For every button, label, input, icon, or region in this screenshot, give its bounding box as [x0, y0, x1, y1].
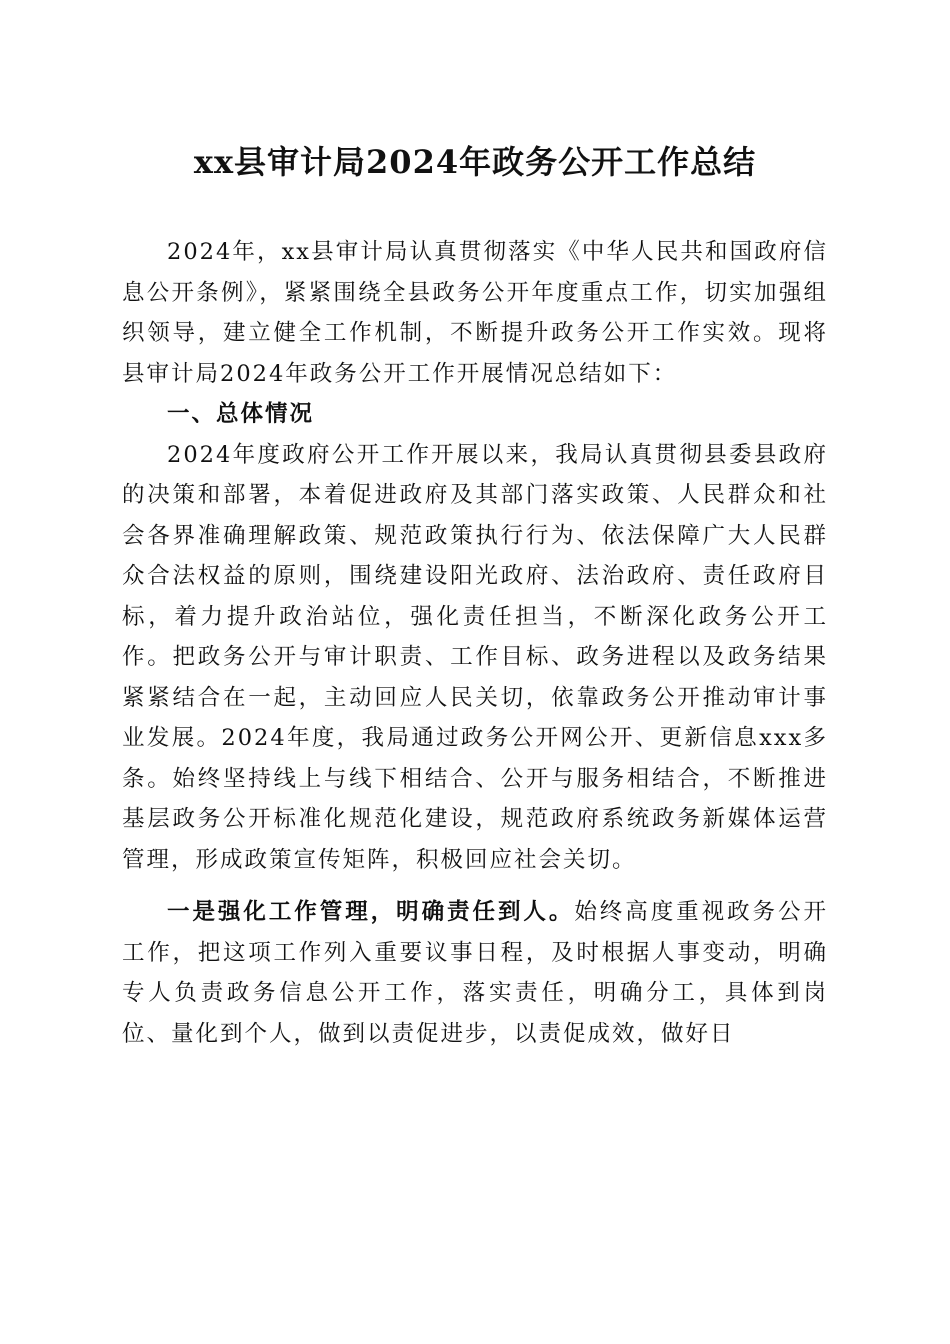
section-heading-overview: 一、总体情况: [167, 401, 315, 427]
intro-paragraph: 2024年，xx县审计局认真贯彻落实《中华人民共和国政府信息公开条例》，紧紧围绕全县政务公开年度重点工作，切实加强组织领导，建立健全工作机制，不断提升政务公开工作实效。现将县审计局2024年政务公开工作开展情况总结如下：: [122, 239, 828, 387]
point-one-paragraph: [122, 892, 828, 1054]
document-body: [122, 232, 828, 1054]
point-one-lead: 一是强化工作管理，明确责任到人。: [167, 899, 575, 925]
overview-paragraph: 2024年度政府公开工作开展以来，我局认真贯彻县委县政府的决策和部署，本着促进政府及其部门落实政策、人民群众和社会各界准确理解政策、规范政策执行行为、依法保障广大人民群众合法权益的原则，围绕建设阳光政府、法治政府、责任政府目标，着力提升政治站位，强化责任担当，不断深化政务公开工作。把政务公开与审计职责、工作目标、政务进程以及政务结果紧紧结合在一起，主动回应人民关切，依靠政务公开推动审计事业发展。2024年度，我局通过政务公开网公开、更新信息xxx多条。始终坚持线上与线下相结合、公开与服务相结合，不断推进基层政务公开标准化规范化建设，规范政府系统政务新媒体运营管理，形成政策宣传矩阵，积极回应社会关切。: [122, 441, 828, 873]
document-title: xx县审计局2024年政务公开工作总结: [193, 143, 757, 181]
point-one-body: 始终高度重视政务公开工作，把这项工作列入重要议事日程，及时根据人事变动，明确专人负责政务信息公开工作，落实责任，明确分工，具体到岗位、量化到个人，做到以责促进步，以责促成效，做好日: [122, 899, 828, 1047]
